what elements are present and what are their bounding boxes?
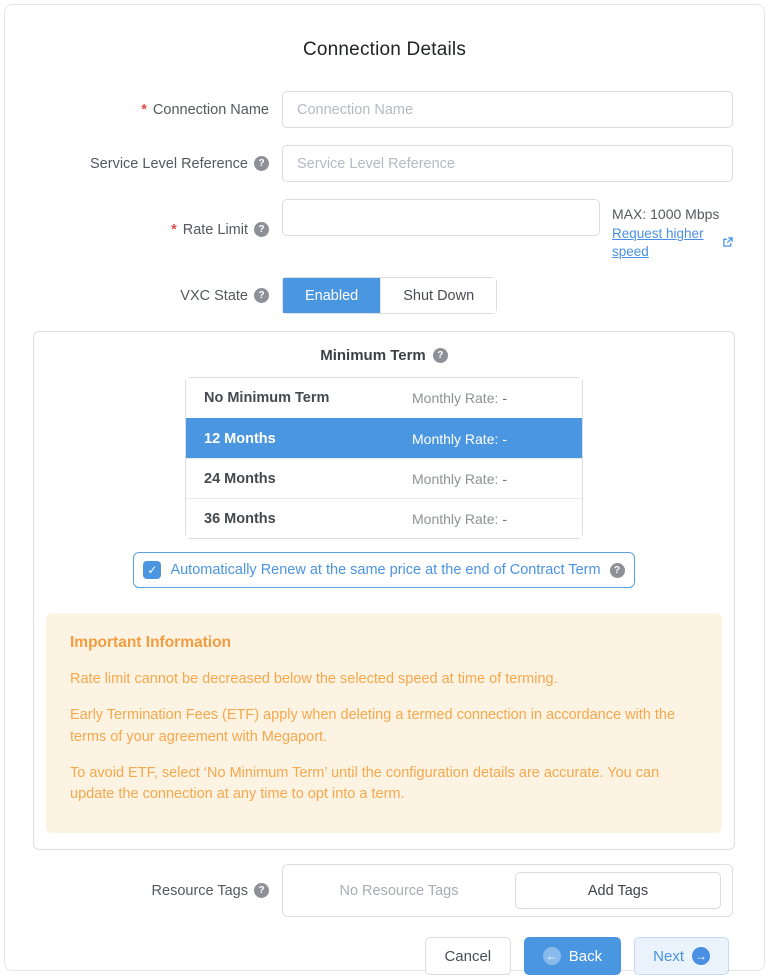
request-higher-speed-link[interactable] (612, 225, 733, 260)
help-icon[interactable]: ? (254, 156, 269, 171)
term-option-12-months[interactable] (186, 418, 582, 458)
connection-form (5, 91, 764, 314)
vxc-state-toggle (282, 277, 497, 314)
service-level-reference-label (5, 156, 282, 172)
back-button-label: Back (568, 947, 603, 965)
request-higher-speed-link-text: Request higher speed (612, 226, 704, 259)
help-icon[interactable]: ? (254, 883, 269, 898)
vxc-state-enabled-option[interactable]: Enabled (283, 278, 380, 313)
required-marker: * (171, 221, 177, 238)
important-information-paragraph: Early Termination Fees (ETF) apply when deleting a termed connection in accordance with the terms of your agreement with Megaport. (70, 707, 676, 745)
service-level-reference-label-text: Service Level Reference (90, 155, 248, 172)
term-option-rate (412, 511, 564, 527)
minimum-term-list (185, 377, 583, 539)
minimum-term-panel (33, 331, 735, 850)
help-icon[interactable]: ? (254, 288, 269, 303)
monthly-rate-value: - (502, 390, 508, 407)
cancel-button[interactable]: Cancel (425, 937, 511, 975)
auto-renew-checkbox-row[interactable] (133, 552, 635, 588)
connection-name-label (5, 102, 282, 118)
rate-limit-row (5, 199, 733, 260)
monthly-rate-label: Monthly Rate: (412, 430, 499, 447)
next-arrow-icon: → (692, 947, 710, 965)
term-option-36-months[interactable] (186, 498, 582, 538)
next-button[interactable] (634, 937, 729, 975)
resource-tags-empty-text: No Resource Tags (339, 882, 459, 899)
service-level-reference-row (5, 145, 733, 182)
vxc-state-label (5, 288, 282, 304)
monthly-rate-label: Monthly Rate: (412, 390, 499, 407)
rate-limit-label-text: Rate Limit (182, 221, 248, 238)
resource-tags-label (5, 883, 282, 899)
important-information-paragraph: Rate limit cannot be decreased below the selected speed at time of terming. (70, 671, 558, 688)
term-option-rate (412, 390, 564, 406)
term-option-label: 12 Months (204, 430, 276, 447)
vxc-state-label-text: VXC State (180, 287, 248, 304)
add-tags-button[interactable]: Add Tags (515, 872, 721, 909)
rate-limit-note (612, 199, 733, 260)
external-link-icon (722, 237, 733, 248)
back-arrow-icon: ← (543, 947, 561, 965)
next-button-label: Next (653, 947, 684, 965)
important-information-paragraph: To avoid ETF, select ‘No Minimum Term’ until the configuration details are accurate. You can update the connection at any time to opt into a term. (70, 764, 660, 803)
page-title: Connection Details (302, 39, 467, 60)
minimum-term-title-text: Minimum Term (320, 347, 426, 365)
connection-name-input[interactable] (282, 91, 733, 128)
connection-name-label-text: Connection Name (152, 101, 269, 118)
connection-details-card (4, 4, 765, 971)
help-icon[interactable]: ? (610, 563, 625, 578)
term-option-label: No Minimum Term (204, 390, 330, 407)
resource-tags-box (282, 864, 733, 917)
rate-limit-max-note: MAX: 1000 Mbps (612, 206, 720, 222)
term-option-rate (412, 431, 564, 447)
auto-renew-label: Automatically Renew at the same price at the end of Contract Term (170, 562, 601, 579)
connection-name-row (5, 91, 733, 128)
monthly-rate-value: - (502, 510, 508, 527)
important-information-box (46, 613, 722, 833)
resource-tags-label-text: Resource Tags (151, 882, 248, 899)
vxc-state-shutdown-option[interactable]: Shut Down (380, 278, 496, 313)
monthly-rate-value: - (502, 470, 508, 487)
help-icon[interactable]: ? (433, 348, 448, 363)
help-icon[interactable]: ? (254, 222, 269, 237)
monthly-rate-value: - (502, 430, 508, 447)
monthly-rate-label: Monthly Rate: (412, 510, 499, 527)
auto-renew-checkbox[interactable]: ✓ (143, 561, 161, 579)
term-option-label: 36 Months (204, 510, 276, 527)
service-level-reference-input[interactable] (282, 145, 733, 182)
resource-tags-row (5, 864, 733, 917)
minimum-term-title (34, 347, 734, 364)
back-button[interactable] (524, 937, 621, 975)
rate-limit-cell (282, 199, 733, 260)
term-option-24-months[interactable] (186, 458, 582, 498)
term-option-no-minimum[interactable] (186, 378, 582, 418)
term-option-rate (412, 471, 564, 487)
required-marker: * (141, 101, 147, 118)
important-information-title: Important Information (70, 634, 232, 652)
monthly-rate-label: Monthly Rate: (412, 470, 499, 487)
term-option-label: 24 Months (204, 470, 276, 487)
rate-limit-label (5, 222, 282, 238)
vxc-state-row (5, 277, 733, 314)
footer-actions (5, 937, 729, 975)
rate-limit-input[interactable] (282, 199, 600, 236)
